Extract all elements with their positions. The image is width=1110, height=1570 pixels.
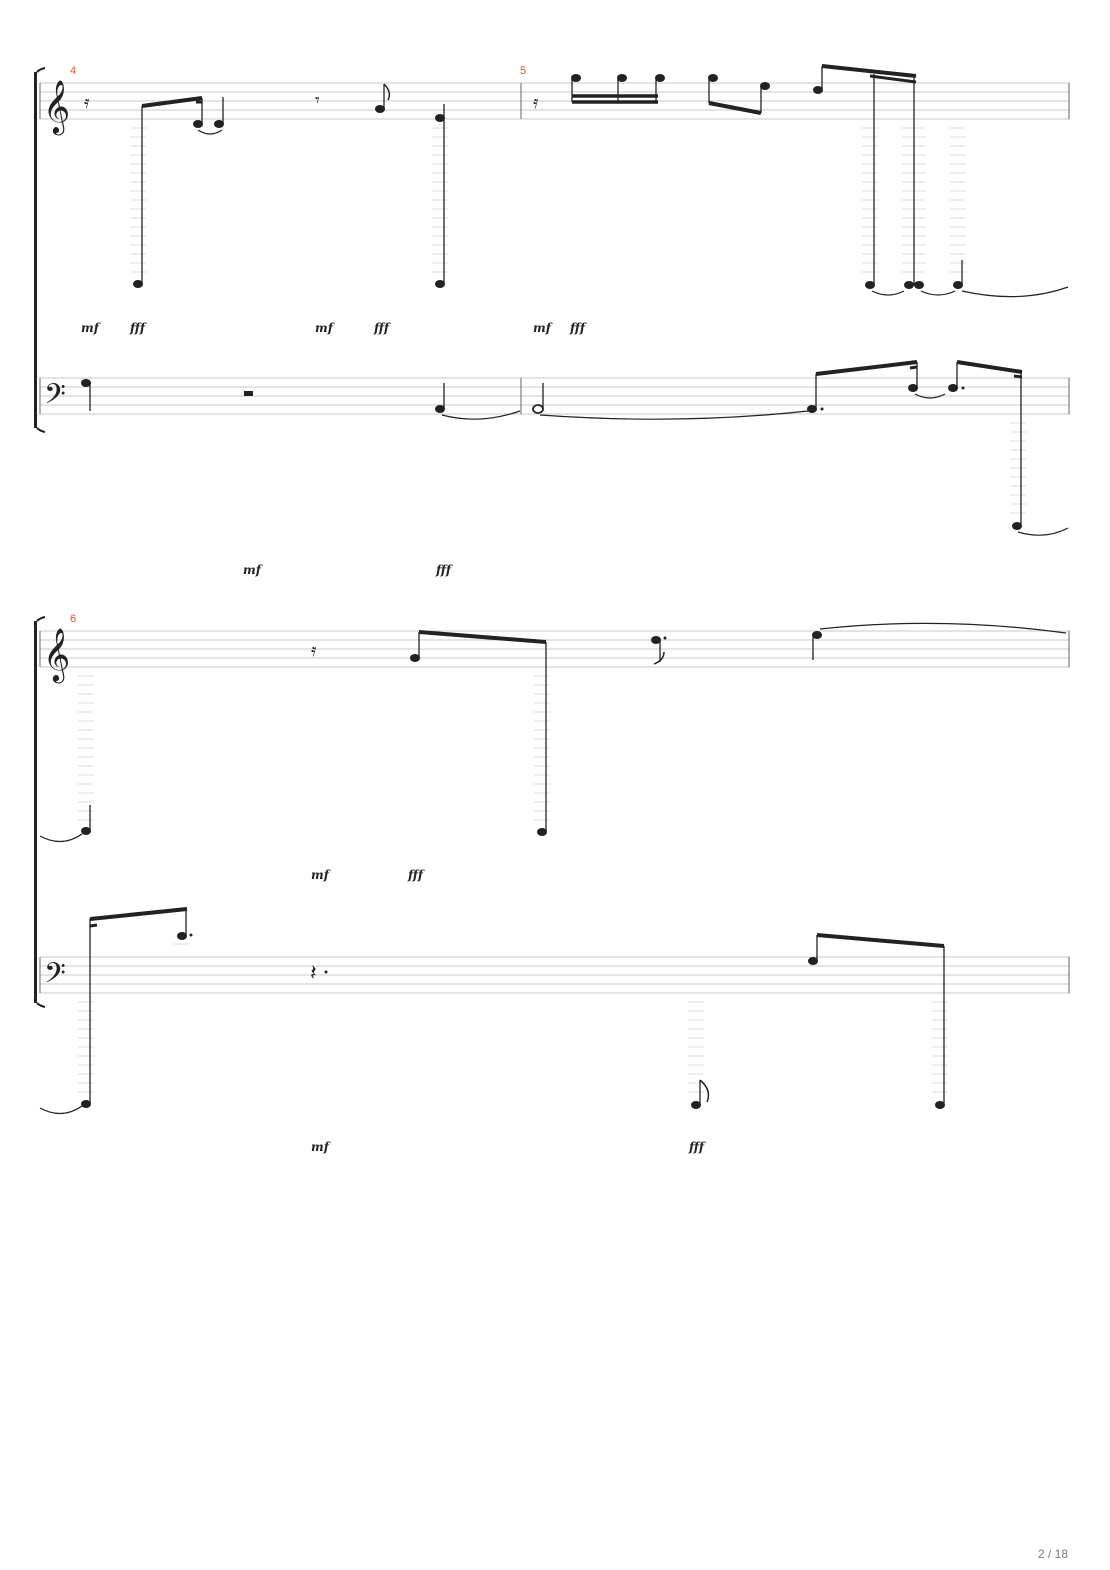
- ledger-lines: [688, 1002, 704, 1092]
- dynamic-mark: fff: [130, 321, 146, 335]
- dynamic-mark: fff: [374, 321, 390, 335]
- treble-notes-m6: [40, 623, 1066, 841]
- ledger-lines: [130, 128, 146, 272]
- system-2: [34, 613, 1070, 1154]
- measure-number: 6: [70, 613, 77, 625]
- bass-notes-s1: [81, 362, 1068, 535]
- page-number: 2 / 18: [1037, 1547, 1068, 1561]
- treble-dynamics: [81, 321, 587, 335]
- treble-notes-m4: [84, 84, 448, 288]
- dynamic-mark: fff: [570, 321, 586, 335]
- measure-number: 5: [520, 65, 527, 77]
- dynamic-mark: mf: [243, 563, 261, 577]
- measure-number: 4: [70, 65, 77, 77]
- ledger-lines: [534, 676, 550, 820]
- treble-clef-icon: 𝄞: [43, 627, 71, 681]
- dynamic-mark: mf: [533, 321, 551, 335]
- bass-staff: [40, 378, 1070, 414]
- dynamic-mark: mf: [311, 868, 329, 882]
- note-head: [904, 281, 914, 289]
- bass-dynamics: [311, 1140, 706, 1154]
- eighth-rest-icon: 𝄾: [315, 90, 320, 111]
- sixteenth-rest-icon: 𝄿: [533, 92, 539, 113]
- half-note-head: [533, 405, 543, 413]
- dynamic-mark: fff: [689, 1140, 705, 1154]
- bass-notes-s2: [40, 909, 948, 1114]
- system-1: [34, 65, 1070, 577]
- treble-clef-icon: 𝄞: [43, 79, 71, 133]
- dynamic-mark: mf: [311, 1140, 329, 1154]
- sixteenth-rest-icon: 𝄿: [311, 640, 317, 661]
- half-rest-icon: [244, 391, 253, 396]
- ledger-lines: [78, 1002, 94, 1092]
- sixteenth-rest-icon: 𝄿: [84, 92, 90, 113]
- dynamic-mark: mf: [315, 321, 333, 335]
- ledger-lines: [1010, 423, 1026, 513]
- bass-clef-icon: 𝄢: [44, 957, 66, 997]
- bass-staff: [40, 957, 1070, 993]
- bass-clef-icon: 𝄢: [44, 378, 66, 418]
- ledger-lines: [78, 676, 94, 820]
- dynamic-mark: fff: [408, 868, 424, 882]
- treble-staff: [40, 631, 1070, 667]
- dynamic-mark: mf: [81, 321, 99, 335]
- quarter-rest-icon: 𝄽: [310, 961, 317, 986]
- treble-dynamics: [311, 868, 425, 882]
- ledger-lines: [432, 128, 448, 272]
- dynamic-mark: fff: [436, 563, 452, 577]
- note-head: [914, 281, 924, 289]
- bass-dynamics: [243, 563, 453, 577]
- ledger-lines: [932, 1002, 948, 1092]
